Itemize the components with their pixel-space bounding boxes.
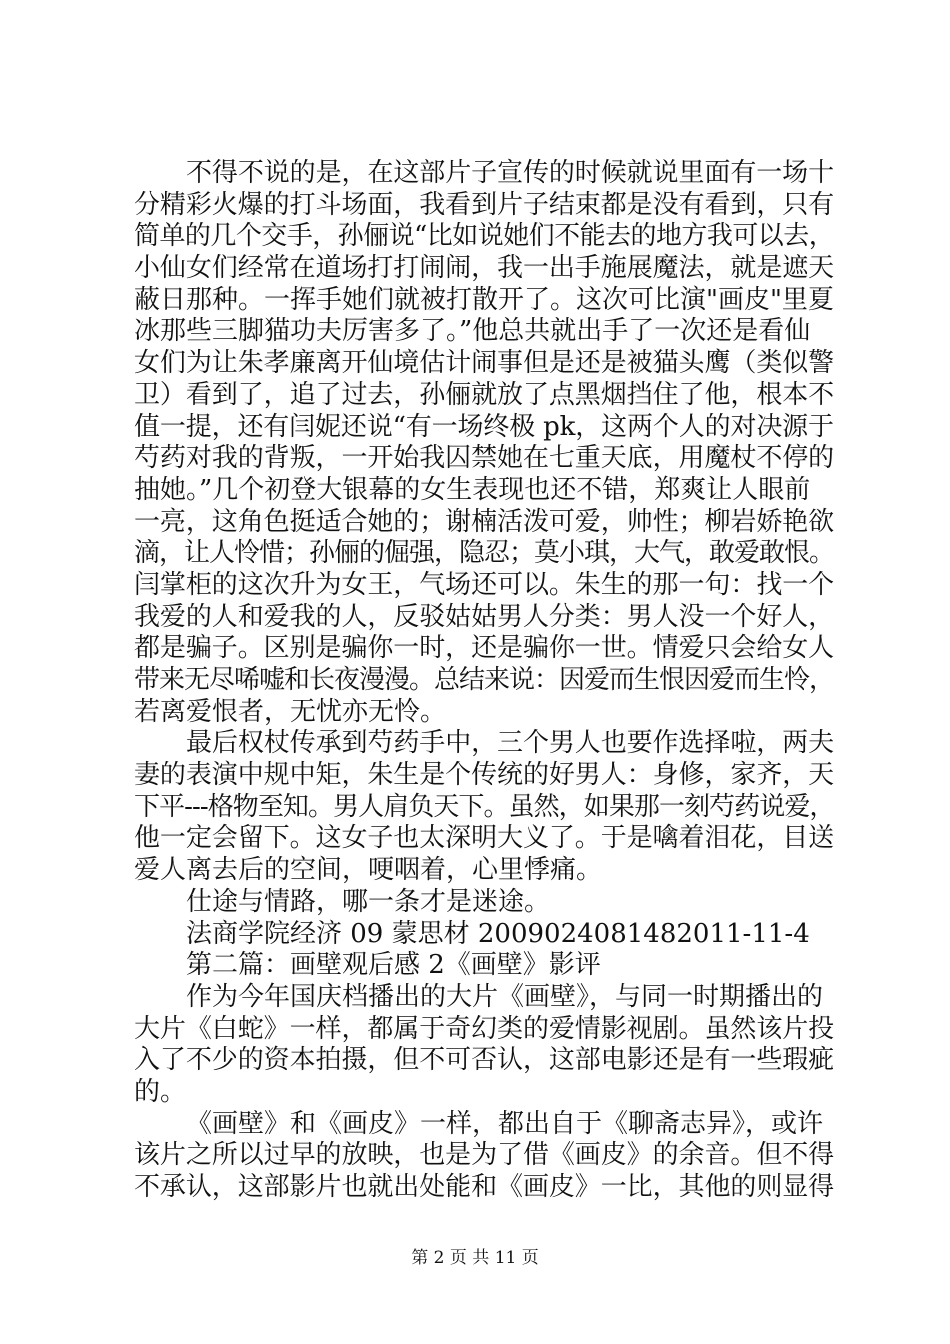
text-line: 他一定会留下。这女子也太深明大义了。于是噙着泪花，目送	[134, 823, 835, 854]
text-line: 《画壁》和《画皮》一样，都出自于《聊斋志异》，或许	[186, 1108, 824, 1139]
text-line: 分精彩火爆的打斗场面，我看到片子结束都是没有看到，只有	[134, 189, 835, 220]
text-line: 仕途与情路，哪一条才是迷途。	[186, 886, 551, 917]
text-line: 一亮，这角色挺适合她的；谢楠活泼可爱，帅性；柳岩娇艳欲	[134, 506, 835, 537]
text-line: 入了不少的资本拍摄，但不可否认，这部电影还是有一些瑕疵	[134, 1045, 835, 1076]
text-line: 作为今年国庆档播出的大片《画壁》，与同一时期播出的	[186, 981, 824, 1012]
text-line: 带来无尽唏嘘和长夜漫漫。总结来说：因爱而生恨因爱而生怜，	[134, 665, 835, 695]
text-line: 不承认，这部影片也就出处能和《画皮》一比，其他的则显得	[134, 1172, 835, 1202]
text-line: 芍药对我的背叛，一开始我囚禁她在七重天底，用魔杖不停的	[134, 443, 835, 474]
text-line: 滴，让人怜惜；孙俪的倔强，隐忍；莫小琪，大气，敢爱敢恨。	[134, 538, 835, 569]
text-line: 小仙女们经常在道场打打闹闹，我一出手施展魔法，就是遮天	[134, 253, 835, 284]
text-line: 若离爱恨者，无忧亦无怜。	[134, 696, 447, 727]
text-line: 蔽日那种。一挥手她们就被打散开了。这次可比演"画皮"里夏	[134, 284, 834, 315]
text-line: 冰那些三脚猫功夫厉害多了。”他总共就出手了一次还是看仙	[134, 316, 811, 347]
text-line: 我爱的人和爱我的人，反驳姑姑男人分类：男人没一个好人，	[134, 601, 835, 632]
text-line: 不得不说的是，在这部片子宣传的时候就说里面有一场十	[186, 158, 835, 188]
text-line: 最后权杖传承到芍药手中，三个男人也要作选择啦，两夫	[186, 728, 835, 759]
text-line: 女们为让朱孝廉离开仙境估计闹事但是还是被猫头鹰（类似警	[134, 348, 835, 379]
text-line: 的。	[134, 1076, 187, 1107]
text-line: 爱人离去后的空间，哽咽着，心里悸痛。	[134, 855, 603, 886]
text-line: 都是骗子。区别是骗你一时，还是骗你一世。情爱只会给女人	[134, 633, 835, 664]
text-line: 该片之所以过早的放映，也是为了借《画皮》的余音。但不得	[134, 1140, 835, 1171]
text-line: 下平---格物至知。男人肩负天下。虽然，如果那一刻芍药说爱，	[134, 791, 835, 822]
text-line: 大片《白蛇》一样，都属于奇幻类的爱情影视剧。虽然该片投	[134, 1013, 835, 1044]
text-line: 闫掌柜的这次升为女王，气场还可以。朱生的那一句：找一个	[134, 569, 835, 600]
text-line: 第二篇：画壁观后感 2《画壁》影评	[186, 950, 601, 981]
page-footer: 第 2 页 共 11 页	[411, 1248, 539, 1268]
text-line: 抽她。”几个初登大银幕的女生表现也还不错，郑爽让人眼前	[134, 474, 811, 505]
text-line: 值一提，还有闫妮还说“有一场终极 pk，这两个人的对决源于	[134, 411, 834, 442]
text-line: 法商学院经济 09 蒙思材 2009024081482011-11-4	[186, 918, 810, 949]
text-line: 简单的几个交手，孙俪说“比如说她们不能去的地方我可以去，	[134, 221, 835, 252]
text-line: 卫）看到了，追了过去，孙俪就放了点黑烟挡住了他，根本不	[134, 379, 835, 410]
body-text	[134, 158, 834, 1204]
text-line: 妻的表演中规中矩，朱生是个传统的好男人：身修，家齐，天	[134, 760, 835, 791]
